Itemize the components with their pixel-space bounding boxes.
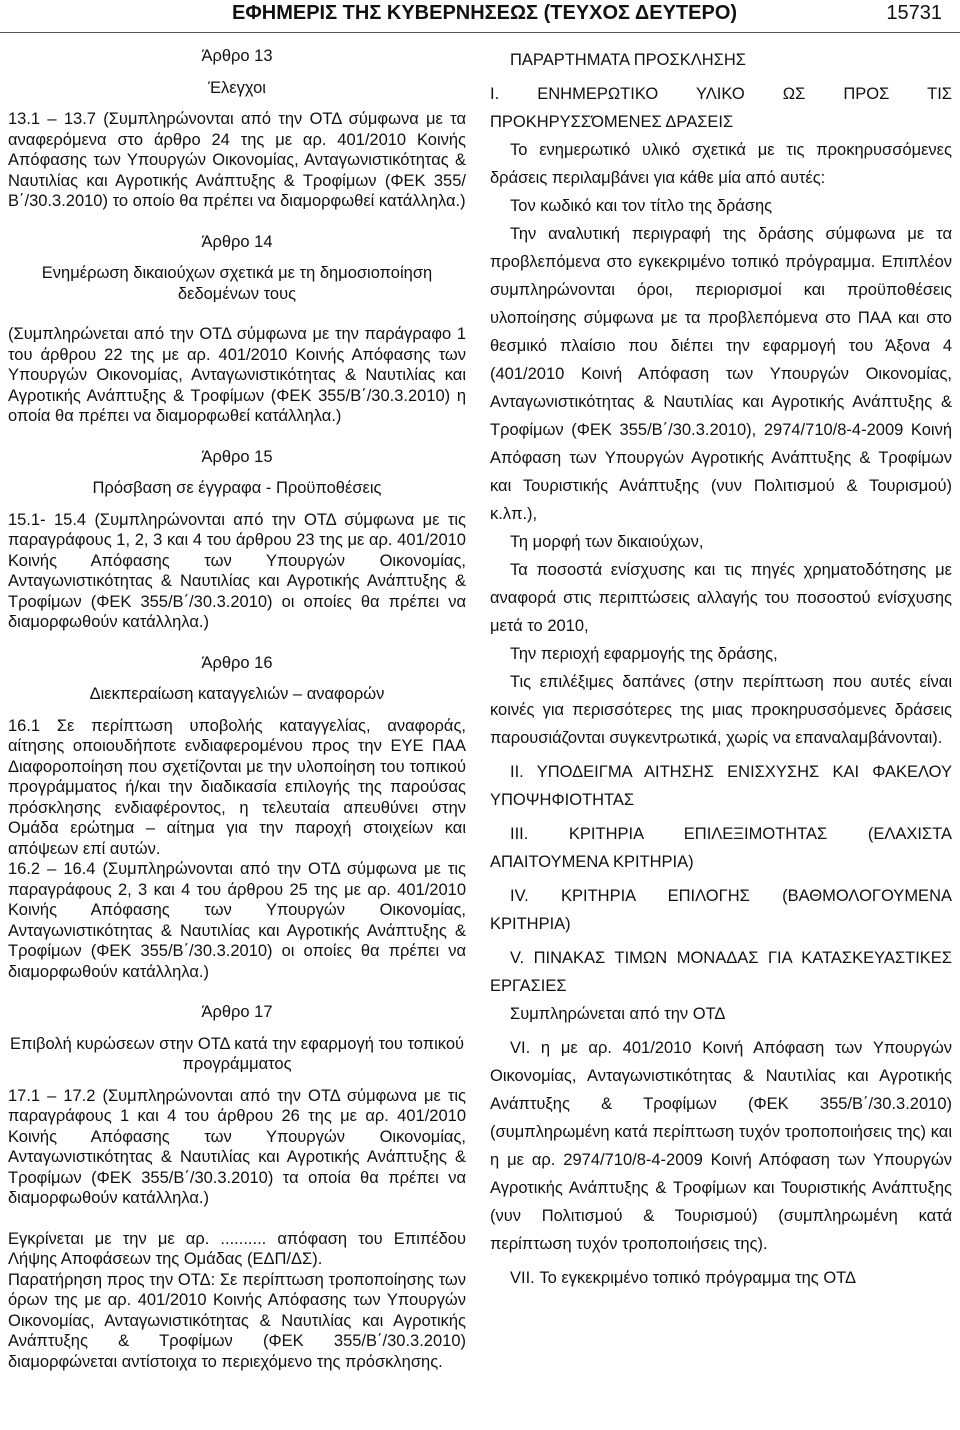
annex-5-note: Συμπληρώνεται από την ΟΤΔ: [510, 1005, 726, 1023]
annex-1-item-description: Την αναλυτική περιγραφή της δράσης σύμφωνα με τα προβλεπόμενα στο εγκεκριμένο τοπικό πρόγραμμα. Επιπλέον συμπληρώνονται όροι, περιορισμοί και προϋποθέσεις υλοποίησης σύμφωνα με τα προβλεπόμενα στο ΠΑΑ και στο θεσμικό πλαίσιο που διέπει την εφαρμογή του Άξονα 4 (401/2010 Κοινή Απόφαση των Υπουργών Οικονομίας, Ανταγωνιστικότητας & Ναυτιλίας και Αγροτικής Ανάπτυξης & Τροφίμων (ΦΕΚ 355/Β΄/30.3.2010), 2974/710/8-4-2009 Κοινή Απόφαση των Υπουργών Αγροτικής Ανάπτυξης & Τροφίμων και Τουριστικής Ανάπτυξης (νυν Πολιτισμού & Τουρισμού) κ.λπ.),: [490, 225, 952, 523]
article-14-body: (Συμπληρώνεται από την ΟΤΔ σύμφωνα με την παράγραφο 1 του άρθρου 22 της με αρ. 401/2010 Κοινής Απόφασης των Υπουργών Οικονομίας, Ανταγωνιστικότητας & Ναυτιλίας και Αγροτικής Ανάπτυξης & Τροφίμων (ΦΕΚ 355/Β΄/30.3.2010) η οποία θα πρέπει να διαμορφωθεί κατάλληλα.): [8, 325, 466, 425]
page-header: [0, 0, 960, 33]
article-16-heading: Άρθρο 16: [201, 653, 273, 672]
page-number: 15731: [886, 2, 942, 24]
approval-note: Εγκρίνεται με την με αρ. .......... απόφαση του Επιπέδου Λήψης Αποφάσεων της Ομάδας (ΕΔΠ/ΔΣ).: [8, 1229, 466, 1268]
article-13-title: Έλεγχοι: [208, 78, 266, 97]
annex-1-intro: Το ενημερωτικό υλικό σχετικά με τις προκηρυσσόμενες δράσεις περιλαμβάνει για κάθε μία από αυτές:: [490, 141, 952, 187]
annexes-title: ΠΑΡΑΡΤΗΜΑΤΑ ΠΡΟΣΚΛΗΣΗΣ: [510, 51, 746, 69]
article-17-title: Επιβολή κυρώσεων στην ΟΤΔ κατά την εφαρμογή του τοπικού προγράμματος: [9, 1034, 465, 1073]
annex-6-text: VI. η με αρ. 401/2010 Κοινή Απόφαση των Υπουργών Οικονομίας, Ανταγωνιστικότητας & Ναυτιλίας και Αγροτικής Ανάπτυξης & Τροφίμων (ΦΕΚ 355/Β΄/30.3.2010) (συμπληρωμένη κατά περίπτωση τυχόν τροποποιήσεις της) και η με αρ. 2974/710/8-4-2009 Κοινή Απόφαση των Υπουργών Αγροτικής Ανάπτυξης & Τροφίμων και Τουριστικής Ανάπτυξης (νυν Πολιτισμού & Τουρισμού) (συμπληρωμένη κατά περίπτωση τυχόν τροποποιήσεις της).: [490, 1039, 952, 1253]
article-16-paragraph-2: 16.2 – 16.4 (Συμπληρώνονται από την ΟΤΔ σύμφωνα με τις παραγράφους 2, 3 και 4 του άρθρου 25 της με αρ. 401/2010 Κοινής Απόφασης των Υπουργών Οικονομίας, Ανταγωνιστικότητας & Ναυτιλίας και Αγροτικής Ανάπτυξης & Τροφίμων (ΦΕΚ 355/Β΄/30.3.2010) οι οποίες θα πρέπει να διαμορφωθούν κατάλληλα.): [8, 860, 466, 981]
annex-4-title: IV. ΚΡΙΤΗΡΙΑ ΕΠΙΛΟΓΗΣ (ΒΑΘΜΟΛΟΓΟΥΜΕΝΑ ΚΡΙΤΗΡΙΑ): [490, 887, 952, 933]
gazette-title: ΕΦΗΜΕΡΙΣ ΤΗΣ ΚΥΒΕΡΝΗΣΕΩΣ (ΤΕΥΧΟΣ ΔΕΥΤΕΡΟ): [232, 2, 738, 24]
remark-to-otd: Παρατήρηση προς την ΟΤΔ: Σε περίπτωση τροποποίησης των όρων της με αρ. 401/2010 Κοινής Απόφασης των Υπουργών Οικονομίας, Ανταγωνιστικότητας & Ναυτιλίας και Αγροτικής Ανάπτυξης & Τροφίμων (ΦΕΚ 355/Β΄/30.3.2010) διαμορφώνεται αντίστοιχα το περιεχόμενο της πρόσκλησης.: [8, 1270, 466, 1371]
annex-7-title: VII. Το εγκεκριμένο τοπικό πρόγραμμα της ΟΤΔ: [510, 1269, 857, 1287]
annex-1-item-beneficiaries: Τη μορφή των δικαιούχων,: [510, 533, 704, 551]
left-column: [8, 46, 466, 1372]
annex-1-item-funding: Τα ποσοστά ενίσχυσης και τις πηγές χρηματοδότησης με αναφορά στις περιπτώσεις αλλαγής του ποσοστού ενίσχυσης μετά το 2010,: [490, 561, 952, 635]
annex-5-title: V. ΠΙΝΑΚΑΣ ΤΙΜΩΝ ΜΟΝΑΔΑΣ ΓΙΑ ΚΑΤΑΣΚΕΥΑΣΤΙΚΕΣ ΕΡΓΑΣΙΕΣ: [490, 949, 952, 995]
article-14-heading: Άρθρο 14: [201, 232, 273, 251]
annex-3-title: ΙΙΙ. ΚΡΙΤΗΡΙΑ ΕΠΙΛΕΞΙΜΟΤΗΤΑΣ (ΕΛΑΧΙΣΤΑ ΑΠΑΙΤΟΥΜΕΝΑ ΚΡΙΤΗΡΙΑ): [490, 825, 952, 871]
article-16-title: Διεκπεραίωση καταγγελιών – αναφορών: [89, 685, 385, 703]
article-17-body: 17.1 – 17.2 (Συμπληρώνονται από την ΟΤΔ σύμφωνα με τις παραγράφους 1 και 4 του άρθρου 26 της με αρ. 401/2010 Κοινής Απόφασης των Υπουργών Οικονομίας, Ανταγωνιστικότητας & Ναυτιλίας και Αγροτικής Ανάπτυξης & Τροφίμων (ΦΕΚ 355/Β΄/30.3.2010) τα οποία θα πρέπει να διαμορφωθούν κατάλληλα.): [8, 1086, 466, 1207]
article-17-heading: Άρθρο 17: [201, 1003, 273, 1021]
article-15-heading: Άρθρο 15: [201, 447, 273, 466]
article-16-paragraph-1: 16.1 Σε περίπτωση υποβολής καταγγελίας, αναφοράς, αίτησης οποιουδήποτε ενδιαφερομένου προς την ΕΥΕ ΠΑΑ Διαφοροποίηση που σχετίζονται με την υλοποίηση του τοπικού προγράμματος ή/και την διαδικασία επιλογής της παρούσας πρόσκλησης ενδιαφέροντος, η τελευταία απευθύνει στην Ομάδα ερώτημα – αίτημα για την παροχή στοιχείων και απόψεων επί αυτών.: [8, 716, 466, 858]
annex-1-item-expenses: Τις επιλέξιμες δαπάνες (στην περίπτωση που αυτές είναι κοινές για περισσότερες της μιας προκηρυσσόμενες δράσεις παρουσιάζονται συγκεντρωτικά, χωρίς να επαναλαμβάνονται).: [490, 673, 952, 747]
annex-1-title: Ι. ΕΝΗΜΕΡΩΤΙΚΟ ΥΛΙΚΟ ΩΣ ΠΡΟΣ ΤΙΣ ΠΡΟΚΗΡΥΣΣΌΜΕΝΕΣ ΔΡΑΣΕΙΣ: [490, 85, 952, 131]
article-13-heading: Άρθρο 13: [201, 47, 273, 65]
article-14-title: Ενημέρωση δικαιούχων σχετικά με τη δημοσιοποίηση δεδομένων τους: [41, 264, 433, 303]
article-15-body: 15.1- 15.4 (Συμπληρώνονται από την ΟΤΔ σύμφωνα με τις παραγράφους 1, 2, 3 και 4 του άρθρου 23 της με αρ. 401/2010 Κοινής Απόφασης των Υπουργών Οικονομίας, Ανταγωνιστικότητας & Ναυτιλίας και Αγροτικής Ανάπτυξης & Τροφίμων (ΦΕΚ 355/Β΄/30.3.2010) οι οποίες θα πρέπει να διαμορφωθούν κατάλληλα.): [8, 510, 466, 631]
right-column: [490, 46, 952, 1292]
article-13-body: 13.1 – 13.7 (Συμπληρώνονται από την ΟΤΔ σύμφωνα με τα αναφερόμενα στο άρθρο 24 της με αρ. 401/2010 Κοινής Απόφασης των Υπουργών Οικονομίας, Ανταγωνιστικότητας & Ναυτιλίας και Αγροτικής Ανάπτυξης & Τροφίμων (ΦΕΚ 355/Β΄/30.3.2010) το οποίο θα πρέπει να διαμορφωθεί κατάλληλα.): [8, 110, 466, 210]
article-15-title: Πρόσβαση σε έγγραφα - Προϋποθέσεις: [92, 479, 382, 497]
annex-1-item-area: Την περιοχή εφαρμογής της δράσης,: [510, 645, 778, 663]
annex-1-item-code-title: Τον κωδικό και τον τίτλο της δράσης: [510, 197, 773, 215]
annex-2-title: ΙΙ. ΥΠΟΔΕΙΓΜΑ ΑΙΤΗΣΗΣ ΕΝΙΣΧΥΣΗΣ ΚΑΙ ΦΑΚΕΛΟΥ ΥΠΟΨΗΦΙΟΤΗΤΑΣ: [490, 763, 952, 809]
